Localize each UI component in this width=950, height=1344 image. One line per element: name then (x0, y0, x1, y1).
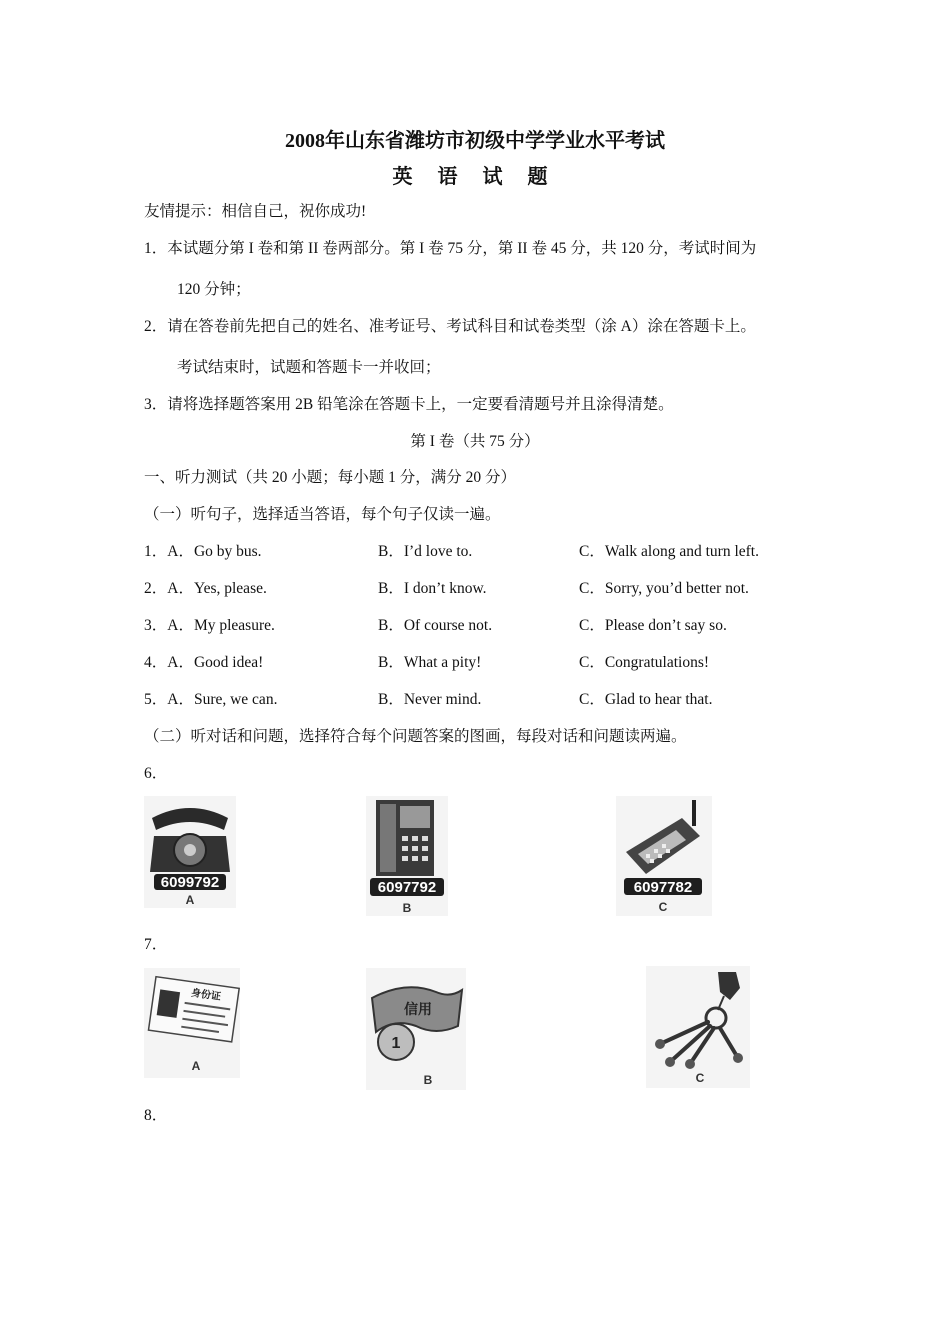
option-a: 1．A．Go by bus. (144, 543, 262, 560)
question-7-number: 7． (144, 936, 168, 953)
keys-picture (646, 966, 750, 1088)
listening-heading: 一、听力测试（共 20 小题；每小题 1 分，满分 20 分） (144, 469, 517, 486)
option-a: 4．A．Good idea! (144, 654, 264, 671)
option-b: B．What a pity! (378, 654, 482, 671)
label-c: C (695, 1071, 705, 1085)
wall-phone-picture (366, 796, 448, 916)
envelope-text: 信用 (404, 1002, 432, 1018)
option-a: 5．A．Sure, we can. (144, 691, 278, 708)
page-subtitle: 英 语 试 题 (392, 166, 558, 188)
option-c: C．Glad to hear that. (579, 691, 713, 708)
phone-number-b: 6097792 (377, 879, 437, 896)
mobile-phone-picture (616, 796, 712, 916)
option-b: B．Never mind. (378, 691, 482, 708)
label-c: C (658, 900, 668, 914)
note-2: 2．请在答卷前先把自己的姓名、准考证号、考试科目和试卷类型（涂 A）涂在答题卡上。 (144, 318, 756, 335)
label-a: A (185, 893, 195, 907)
tip-line: 友情提示：相信自己，祝你成功! (144, 203, 367, 220)
option-c: C．Congratulations! (579, 654, 710, 671)
option-a: 3．A．My pleasure. (144, 617, 275, 634)
option-b: B．I don’t know. (378, 580, 487, 597)
label-a: A (191, 1059, 201, 1073)
label-b: B (402, 901, 412, 915)
phone-number-a: 6099792 (160, 874, 220, 891)
option-b: B．Of course not. (378, 617, 493, 634)
question-8-number: 8． (144, 1107, 168, 1124)
card-title: 身份证 (190, 987, 222, 1003)
option-b: B．I’d love to. (378, 543, 473, 560)
question-6-number: 6． (144, 765, 168, 782)
rotary-phone-picture (144, 796, 236, 908)
note-1-cont: 120 分钟； (177, 281, 251, 298)
option-c: C．Please don’t say so. (579, 617, 727, 634)
note-1: 1．本试题分第 I 卷和第 II 卷两部分。第 I 卷 75 分，第 II 卷 45 分，共 120 分，考试时间为 (144, 240, 757, 257)
part-heading: 第 I 卷（共 75 分） (410, 433, 540, 450)
id-card-picture (144, 968, 240, 1078)
label-b: B (423, 1073, 433, 1087)
note-3: 3．请将选择题答案用 2B 铅笔涂在答题卡上，一定要看清题号并且涂得清楚。 (144, 396, 674, 413)
page-title: 2008年山东省潍坊市初级中学学业水平考试 (285, 130, 665, 152)
money-envelope-picture (366, 968, 466, 1090)
option-a: 2．A．Yes, please. (144, 580, 267, 597)
phone-number-c: 6097782 (633, 879, 693, 896)
note-2-cont: 考试结束时，试题和答题卡一并收回； (177, 359, 441, 376)
option-c: C．Walk along and turn left. (579, 543, 759, 560)
subsection-1: （一）听句子，选择适当答语，每个句子仅读一遍。 (144, 506, 501, 523)
coin-value: 1 (391, 1035, 401, 1052)
option-c: C．Sorry, you’d better not. (579, 580, 749, 597)
subsection-2: （二）听对话和问题，选择符合每个问题答案的图画，每段对话和问题读两遍。 (144, 728, 687, 745)
